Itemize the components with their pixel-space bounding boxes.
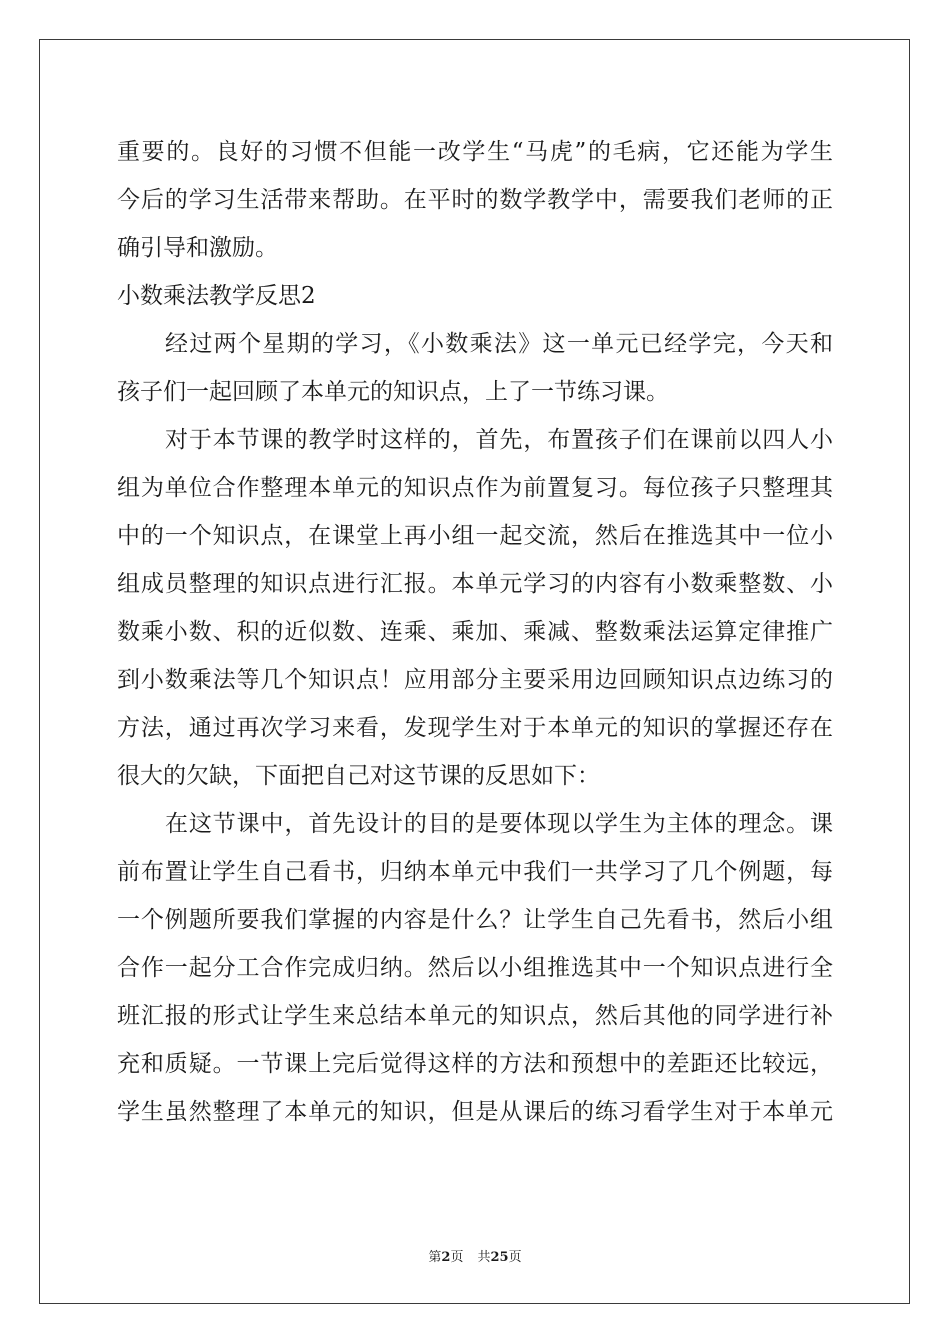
text-line: 充和质疑。一节课上完后觉得这样的方法和预想中的差距还比较远， xyxy=(117,1051,833,1077)
total-suffix: 页 xyxy=(508,1250,522,1265)
document-body xyxy=(117,128,833,1136)
text-line: 在这节课中，首先设计的目的是要体现以学生为主体的理念。课 xyxy=(165,811,833,837)
text-line: 学生虽然整理了本单元的知识，但是从课后的练习看学生对于本单元 xyxy=(117,1099,833,1125)
text-line: 经过两个星期的学习，《小数乘法》这一单元已经学完，今天和 xyxy=(165,331,833,357)
text-line: 数乘小数、积的近似数、连乘、乘加、乘减、整数乘法运算定律推广 xyxy=(117,619,833,645)
paragraph-1 xyxy=(117,128,833,272)
text-line: 班汇报的形式让学生来总结本单元的知识点，然后其他的同学进行补 xyxy=(117,1003,833,1029)
text-line: 很大的欠缺，下面把自己对这节课的反思如下： xyxy=(117,763,600,789)
text-line: 孩子们一起回顾了本单元的知识点，上了一节练习课。 xyxy=(117,379,669,405)
text-line: 组为单位合作整理本单元的知识点作为前置复习。每位孩子只整理其 xyxy=(117,475,833,501)
total-pages: 25 xyxy=(490,1250,509,1265)
text-line: 中的一个知识点，在课堂上再小组一起交流，然后在推选其中一位小 xyxy=(117,523,833,549)
text-line: 到小数乘法等几个知识点！应用部分主要采用边回顾知识点边练习的 xyxy=(117,667,833,693)
page-suffix: 页 xyxy=(450,1250,464,1265)
text-line: 今后的学习生活带来帮助。在平时的数学教学中，需要我们老师的正 xyxy=(117,187,833,213)
page-footer xyxy=(0,1246,950,1265)
text-line: 方法，通过再次学习来看，发现学生对于本单元的知识的掌握还存在 xyxy=(117,715,833,741)
total-prefix: 共 xyxy=(477,1250,491,1265)
section-heading: 小数乘法教学反思2 xyxy=(117,283,316,309)
text-line: 前布置让学生自己看书，归纳本单元中我们一共学习了几个例题，每 xyxy=(117,859,833,885)
text-line: 确引导和激励。 xyxy=(117,235,278,261)
text-line: 对于本节课的教学时这样的，首先，布置孩子们在课前以四人小 xyxy=(165,427,833,453)
paragraph-4 xyxy=(117,800,833,1136)
paragraph-3 xyxy=(117,416,833,800)
text-line: 重要的。良好的习惯不但能一改学生“马虎”的毛病，它还能为学生 xyxy=(117,139,833,165)
page-number: 2 xyxy=(441,1250,451,1265)
page-prefix: 第 xyxy=(428,1250,442,1265)
text-line: 一个例题所要我们掌握的内容是什么？让学生自己先看书，然后小组 xyxy=(117,907,833,933)
text-line: 组成员整理的知识点进行汇报。本单元学习的内容有小数乘整数、小 xyxy=(117,571,833,597)
text-line: 合作一起分工合作完成归纳。然后以小组推选其中一个知识点进行全 xyxy=(117,955,833,981)
paragraph-2 xyxy=(117,320,833,416)
